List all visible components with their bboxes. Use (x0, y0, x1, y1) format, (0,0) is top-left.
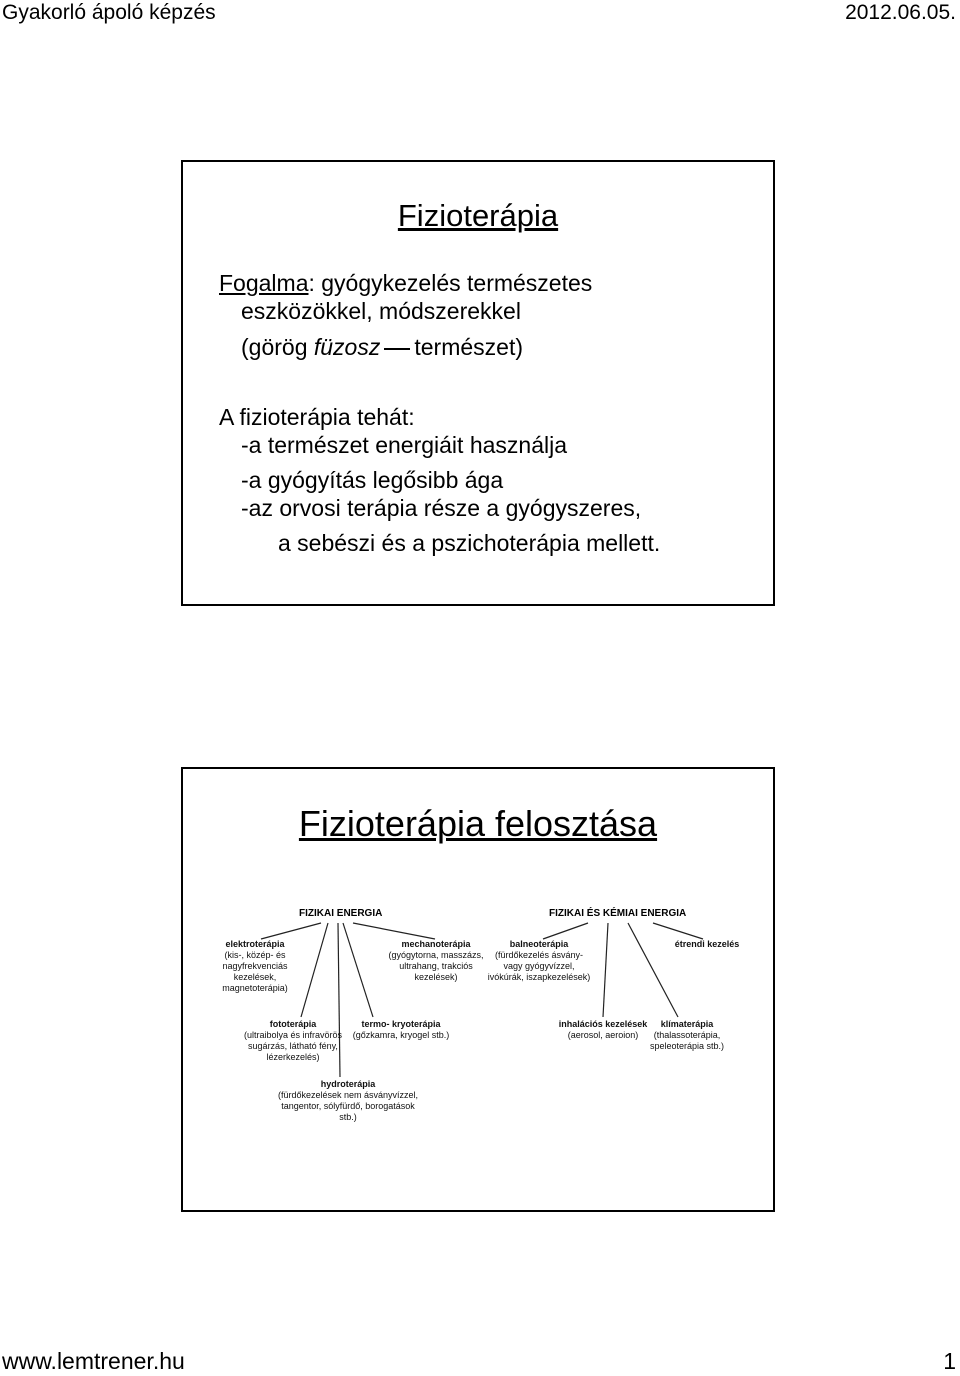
list-intro: A fizioterápia tehát: (219, 404, 415, 430)
fogalma-text: : gyógykezelés természetes (308, 270, 593, 296)
connector-foto (301, 923, 328, 1017)
greek-word: füzosz (313, 334, 381, 360)
connector-termo (343, 923, 373, 1017)
node-body: (thalassoterápia, speleoterápia stb.) (649, 1030, 725, 1051)
node-title: étrendi kezelés (674, 939, 740, 949)
connector-klima (628, 923, 678, 1017)
node-title: inhalációs kezelések (558, 1019, 648, 1029)
node-title: termo- kryoterápia (361, 1019, 441, 1029)
node-title: hydroterápia (320, 1079, 376, 1089)
slide-title: Fizioterápia felosztása (298, 803, 658, 844)
greek-meaning: természet) (414, 334, 523, 360)
node-body: (aerosol, aeroion) (567, 1030, 639, 1040)
definition-line-1 (219, 270, 592, 297)
node-etrendi (665, 939, 749, 950)
greek-prefix: (görög (241, 334, 314, 360)
node-body: (ultraibolya és infravörös sugárzás, látható fény, lézerkezelés) (243, 1030, 343, 1062)
connector-inhal (603, 923, 608, 1017)
slide-fizioterapia (181, 160, 775, 606)
node-title: balneoterápia (509, 939, 569, 949)
connector-balneo (543, 923, 588, 939)
node-body: (fürdőkezelés ásvány- vagy gyógyvízzel, ivókúrák, iszapkezelések) (487, 950, 591, 982)
dash-mark (384, 348, 410, 350)
node-title: elektroterápia (225, 939, 285, 949)
list-item-3-cont: a sebészi és a pszichoterápia mellett. (278, 530, 661, 556)
definition-line-2: eszközökkel, módszerekkel (241, 298, 521, 324)
head-fizikai: FIZIKAI ENERGIA (299, 908, 383, 919)
node-title: mechanoterápia (401, 939, 471, 949)
connector-mechano (353, 923, 435, 939)
fogalma-label: Fogalma (219, 270, 309, 296)
connector-elektro (261, 923, 321, 939)
node-balneoterapia (487, 939, 591, 983)
head-fizikai-kemiai: FIZIKAI ÉS KÉMIAI ENERGIA (549, 908, 687, 919)
footer-page-number: 1 (943, 1348, 956, 1374)
node-body: (gőzkamra, kryogel stb.) (352, 1030, 450, 1040)
slide-felosztas (181, 767, 775, 1212)
node-body: (kis-, közép- és nagyfrekvenciás kezelések, magnetoterápia) (222, 950, 288, 993)
list-item-2: -a gyógyítás legősibb ága (241, 467, 504, 493)
list-item-1: -a természet energiáit használja (241, 432, 567, 458)
node-body: (fürdőkezelések nem ásványvízzel, tangentor, sólyfürdő, borogatások stb.) (277, 1090, 419, 1122)
header-title: Gyakorló ápoló képzés (2, 1, 216, 24)
node-klimaterapia (639, 1019, 735, 1052)
list-item-3: -az orvosi terápia része a gyógyszeres, (241, 495, 642, 521)
slide-title: Fizioterápia (397, 198, 559, 233)
node-mechanoterapia (387, 939, 485, 983)
node-fototerapia (243, 1019, 343, 1063)
node-elektroterapia (209, 939, 301, 994)
node-title: klímaterápia (660, 1019, 714, 1029)
node-hydroterapia (273, 1079, 423, 1123)
classification-diagram (203, 901, 757, 1121)
connector-etrendi (653, 923, 703, 939)
node-termo-kryoterapia (345, 1019, 457, 1041)
definition-line-3 (241, 334, 523, 361)
node-title: fototerápia (269, 1019, 317, 1029)
node-body: (gyógytorna, masszázs, ultrahang, trakciós kezelések) (388, 950, 484, 982)
header-date: 2012.06.05. (845, 1, 956, 24)
footer-url: www.lemtrener.hu (2, 1348, 185, 1374)
